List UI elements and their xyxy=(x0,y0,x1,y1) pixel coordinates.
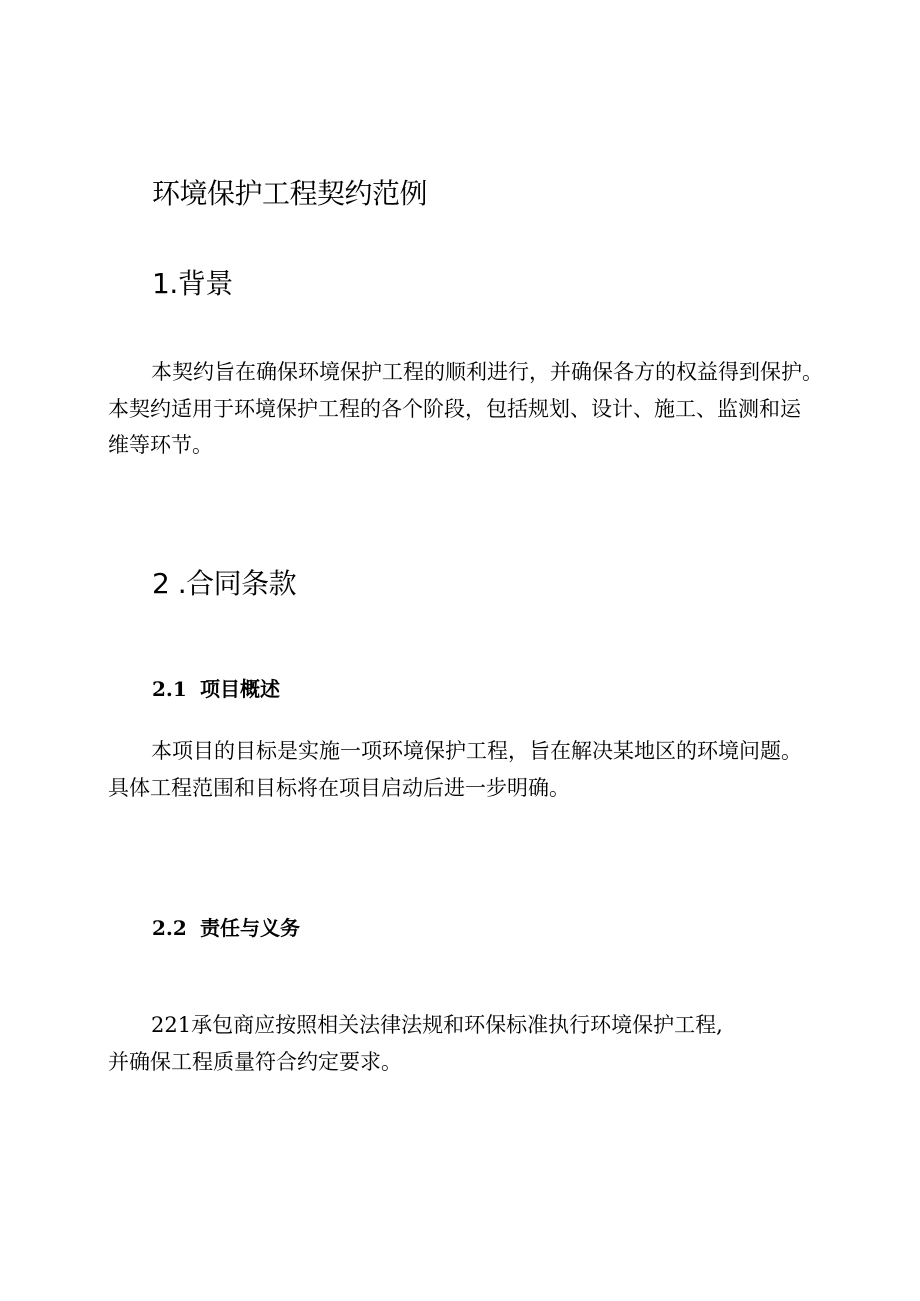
paragraph-line: 维等环节。 xyxy=(108,433,213,457)
subsection-number: 2.2 xyxy=(152,916,187,940)
subsection-heading-overview xyxy=(152,673,280,702)
paragraph-duties xyxy=(108,1007,838,1080)
paragraph-background xyxy=(108,354,838,464)
paragraph-line: 本契约适用于环境保护工程的各个阶段，包括规划、设计、施工、监测和运 xyxy=(108,396,801,421)
subsection-title: 责任与义务 xyxy=(200,916,300,940)
section-heading-background: 1.背景 xyxy=(152,267,233,300)
section-heading-terms: 2 .合同条款 xyxy=(152,567,297,600)
document-title: 环境保护工程契约范例 xyxy=(152,177,428,210)
paragraph-line: 本契约旨在确保环境保护工程的顺利进行，并确保各方的权益得到保护。 xyxy=(151,360,823,384)
subsection-number: 2.1 xyxy=(152,677,187,701)
paragraph-line: 具体工程范围和目标将在项目启动后进一步明确。 xyxy=(108,775,570,800)
subsection-heading-duties xyxy=(152,912,300,941)
paragraph-line: 本项目的目标是实施一项环境保护工程，旨在解决某地区的环境问题。 xyxy=(151,739,802,763)
paragraph-line: 并确保工程质量符合约定要求。 xyxy=(108,1049,402,1074)
paragraph-overview xyxy=(108,733,838,806)
subsection-title: 项目概述 xyxy=(200,677,280,701)
paragraph-line: 221承包商应按照相关法律法规和环保标准执行环境保护工程, xyxy=(151,1013,723,1037)
